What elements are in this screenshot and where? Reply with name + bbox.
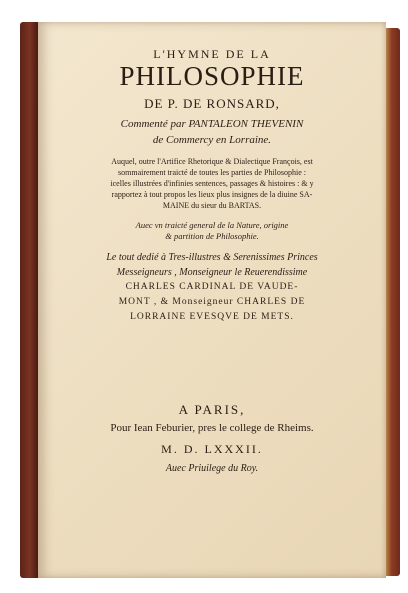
title-main: PHILOSOPHIE xyxy=(119,61,305,91)
leather-cover-left xyxy=(20,22,38,578)
title-page xyxy=(38,22,386,578)
para1-line: rapportez à tout propos les lieux plus insignes de la diuine SA- xyxy=(111,190,313,199)
dedication-line: Le tout dedié à Tres-illustres & Serenissimes Princes xyxy=(106,252,318,263)
title-line-1: L'HYMNE DE LA xyxy=(153,47,271,61)
dedication-line: LORRAINE EVESQVE DE METS. xyxy=(130,312,294,322)
imprint-printer: Pour Iean Feburier, pres le college de Rheims. xyxy=(110,422,314,434)
dedication-line: Messeigneurs , Monseigneur le Reuerendissime xyxy=(116,267,308,278)
imprint-year: M. D. LXXXII. xyxy=(161,442,263,456)
dedication-line: CHARLES CARDINAL DE VAUDE- xyxy=(125,282,299,292)
para1-line: MAINE du sieur du BARTAS. xyxy=(162,201,262,210)
para2-line: & partition de Philosophie. xyxy=(165,231,259,241)
commentator-origin: de Commercy en Lorraine. xyxy=(152,134,272,146)
dedication-line: MONT , & Monseigneur CHARLES DE xyxy=(118,297,306,307)
book xyxy=(20,22,400,578)
imprint-privilege: Auec Priuilege du Roy. xyxy=(165,463,259,474)
para1-line: Auquel, outre l'Artifice Rhetorique & Dialectique François, est xyxy=(111,157,313,166)
para2-line: Auec vn traicté general de la Nature, origine xyxy=(135,220,289,230)
para1-line: icelles illustrées d'infinies sentences, passages & histoires : & y xyxy=(110,179,314,188)
leather-cover-right xyxy=(386,28,400,576)
commentator-line: Commenté par PANTALEON THEVENIN xyxy=(120,118,304,130)
title-line-3: DE P. DE RONSARD, xyxy=(144,96,280,111)
para1-line: sommairement traicté de toutes les parties de Philosophie : xyxy=(118,168,306,177)
imprint-city: A PARIS, xyxy=(178,402,246,417)
